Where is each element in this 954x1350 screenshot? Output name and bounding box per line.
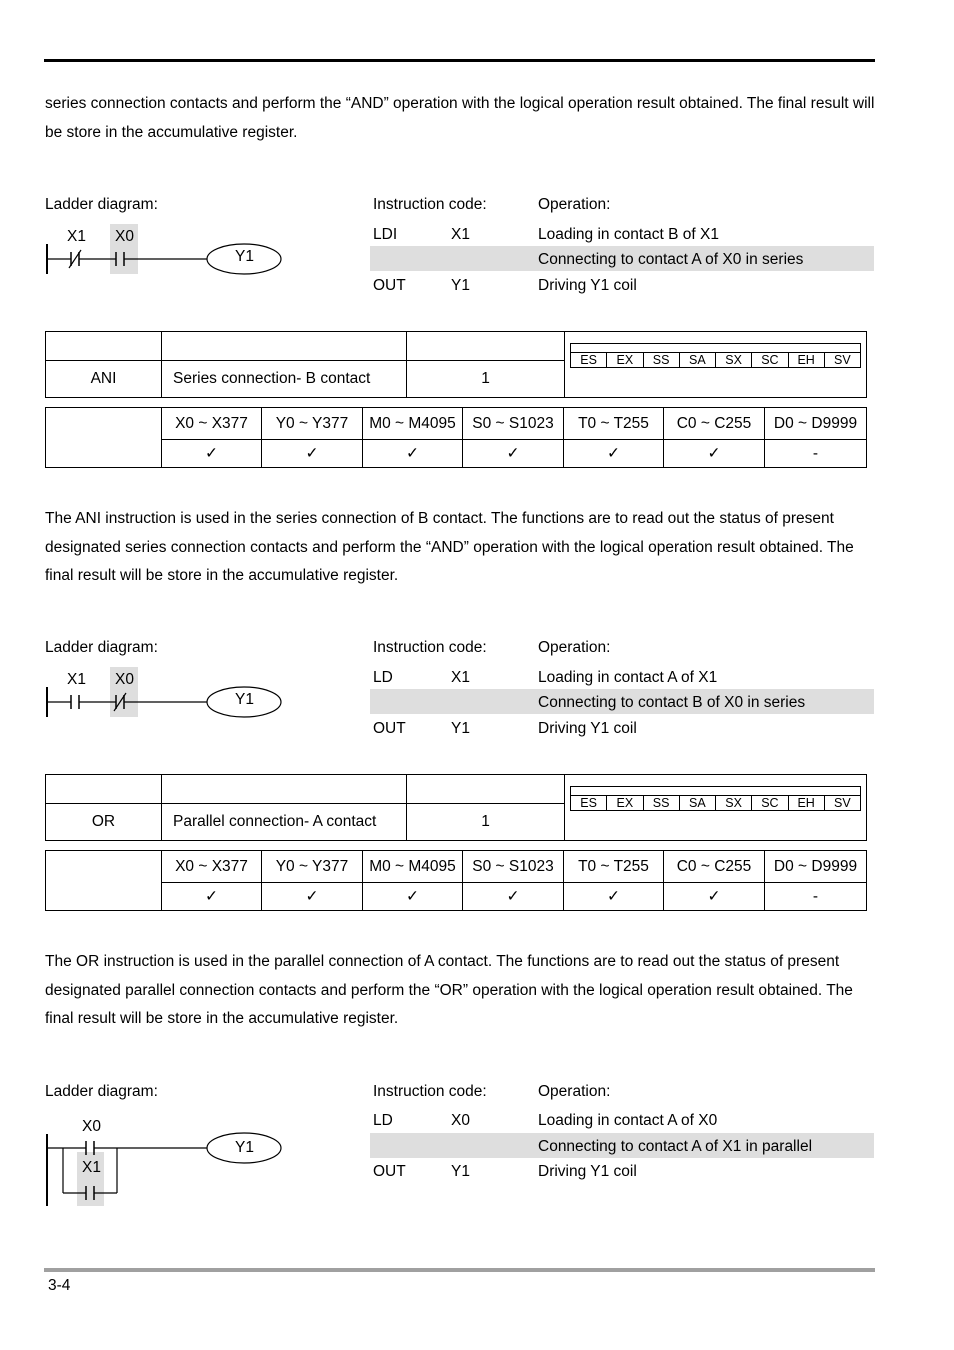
model-badge: EH xyxy=(788,795,825,811)
model-badge: SS xyxy=(643,795,680,811)
operand-support: ✓ xyxy=(564,440,664,468)
operation-text: Connecting to contact A of X0 in series xyxy=(538,251,804,268)
operation-label-2: Operation: xyxy=(538,639,611,656)
operand-support: ✓ xyxy=(664,440,765,468)
function-header-cell xyxy=(162,332,407,361)
operand-support: ✓ xyxy=(162,883,262,911)
operand-label-cell xyxy=(46,408,162,468)
steps-header-cell xyxy=(407,332,565,361)
contact-label: X1 xyxy=(82,1159,101,1176)
page-number: 3-4 xyxy=(48,1277,71,1294)
operand-support: ✓ xyxy=(363,440,463,468)
instruction-operand: Y1 xyxy=(451,1163,470,1180)
instruction-code: LD xyxy=(373,1112,393,1129)
operation-text: Connecting to contact A of X1 in parallel xyxy=(538,1138,813,1155)
ladder-diagram-ani-example-2 xyxy=(45,667,295,727)
contact-label: X1 xyxy=(67,671,86,688)
ladder-diagram-ani-example xyxy=(45,224,295,284)
model-badge: ES xyxy=(570,795,607,811)
ladder-diagram-or-example xyxy=(45,1114,295,1209)
operation-text: Driving Y1 coil xyxy=(538,277,637,294)
operation-text: Loading in contact A of X1 xyxy=(538,669,718,686)
instruction-code-label-3: Instruction code: xyxy=(373,1083,487,1100)
mnemonic-header-cell xyxy=(46,775,162,804)
instruction-code: LDI xyxy=(373,226,398,243)
operand-support: ✓ xyxy=(262,440,363,468)
coil-label: Y1 xyxy=(235,691,254,708)
intro-paragraph: series connection contacts and perform the “AND” operation with the logical operation result obtained. The final result will be store in the accumulative register. xyxy=(45,95,875,141)
steps-header-cell xyxy=(407,775,565,804)
models-cell xyxy=(565,332,867,398)
instruction-code-label-2: Instruction code: xyxy=(373,639,487,656)
instruction-operand: X1 xyxy=(451,226,470,243)
model-badge: EH xyxy=(788,352,825,368)
ani-description: The ANI instruction is used in the series connection of B contact. The functions are to read out the status of present designated series connection contacts and perform the “AND” operation with the logical operation result obtained. The final result will be store in the accumulative register. xyxy=(45,510,854,584)
operand-header: T0 ~ T255 xyxy=(564,851,664,883)
operand-label-cell xyxy=(46,851,162,911)
models-row xyxy=(570,795,861,811)
mnemonic-cell: OR xyxy=(46,804,162,841)
steps-cell: 1 xyxy=(407,361,565,398)
instruction-operand: X0 xyxy=(451,1112,470,1129)
mnemonic-cell: ANI xyxy=(46,361,162,398)
model-badge: SC xyxy=(751,352,788,368)
model-badge: SX xyxy=(715,795,752,811)
instruction-operand: X1 xyxy=(451,669,470,686)
instruction-code: OUT xyxy=(373,1163,406,1180)
or-info-table xyxy=(45,774,867,841)
mnemonic-header-cell xyxy=(46,332,162,361)
operand-support: ✓ xyxy=(463,440,564,468)
operand-header: D0 ~ D9999 xyxy=(765,408,867,440)
operand-header: M0 ~ M4095 xyxy=(363,851,463,883)
model-badge: EX xyxy=(606,795,643,811)
operation-label-1: Operation: xyxy=(538,196,611,213)
instruction-code: LD xyxy=(373,669,393,686)
operand-support: ✓ xyxy=(664,883,765,911)
models-row xyxy=(570,352,861,368)
header-rule xyxy=(44,59,875,62)
instruction-operand: Y1 xyxy=(451,277,470,294)
model-badge: SA xyxy=(679,352,716,368)
model-badge: SV xyxy=(824,352,861,368)
model-badge: SA xyxy=(679,795,716,811)
or-description: The OR instruction is used in the parallel connection of A contact. The functions are to read out the status of present designated parallel connection contacts and perform the “OR” operation with the logical operation result obtained. The final result will be store in the accumulative register. xyxy=(45,953,853,1027)
operand-header: Y0 ~ Y377 xyxy=(262,851,363,883)
model-badge: SS xyxy=(643,352,680,368)
operand-header: Y0 ~ Y377 xyxy=(262,408,363,440)
model-badge: ES xyxy=(570,352,607,368)
coil-label: Y1 xyxy=(235,248,254,265)
function-cell: Series connection- B contact xyxy=(162,361,407,398)
operation-text: Driving Y1 coil xyxy=(538,1163,637,1180)
instruction-operand: Y1 xyxy=(451,720,470,737)
footer-rule xyxy=(44,1268,875,1272)
coil-label: Y1 xyxy=(235,1139,254,1156)
operand-support: ✓ xyxy=(162,440,262,468)
ani-operand-table xyxy=(45,407,867,468)
operand-header: M0 ~ M4095 xyxy=(363,408,463,440)
ladder-label-1: Ladder diagram: xyxy=(45,196,158,213)
function-header-cell xyxy=(162,775,407,804)
operand-support: - xyxy=(765,440,867,468)
instruction-code: OUT xyxy=(373,720,406,737)
steps-cell: 1 xyxy=(407,804,565,841)
models-cell xyxy=(565,775,867,841)
operand-header: C0 ~ C255 xyxy=(664,408,765,440)
function-cell: Parallel connection- A contact xyxy=(162,804,407,841)
operand-support: ✓ xyxy=(564,883,664,911)
instruction-code: OUT xyxy=(373,277,406,294)
operand-header: X0 ~ X377 xyxy=(162,851,262,883)
operand-support: ✓ xyxy=(363,883,463,911)
or-operand-table xyxy=(45,850,867,911)
operation-label-3: Operation: xyxy=(538,1083,611,1100)
operand-header: D0 ~ D9999 xyxy=(765,851,867,883)
operation-text: Loading in contact A of X0 xyxy=(538,1112,718,1129)
model-badge: SC xyxy=(751,795,788,811)
operation-text: Connecting to contact B of X0 in series xyxy=(538,694,806,711)
instruction-code-label-1: Instruction code: xyxy=(373,196,487,213)
contact-label: X0 xyxy=(115,671,134,688)
ladder-label-3: Ladder diagram: xyxy=(45,1083,158,1100)
contact-label: X1 xyxy=(67,228,86,245)
ani-info-table xyxy=(45,331,867,398)
operand-header: X0 ~ X377 xyxy=(162,408,262,440)
model-badge: SV xyxy=(824,795,861,811)
operand-support: ✓ xyxy=(262,883,363,911)
operand-header: S0 ~ S1023 xyxy=(463,851,564,883)
model-badge: EX xyxy=(606,352,643,368)
model-badge: SX xyxy=(715,352,752,368)
operation-text: Loading in contact B of X1 xyxy=(538,226,719,243)
contact-label: X0 xyxy=(82,1118,101,1135)
operand-header: S0 ~ S1023 xyxy=(463,408,564,440)
operand-support: - xyxy=(765,883,867,911)
ladder-label-2: Ladder diagram: xyxy=(45,639,158,656)
operand-header: C0 ~ C255 xyxy=(664,851,765,883)
operation-text: Driving Y1 coil xyxy=(538,720,637,737)
operand-support: ✓ xyxy=(463,883,564,911)
contact-label: X0 xyxy=(115,228,134,245)
operand-header: T0 ~ T255 xyxy=(564,408,664,440)
